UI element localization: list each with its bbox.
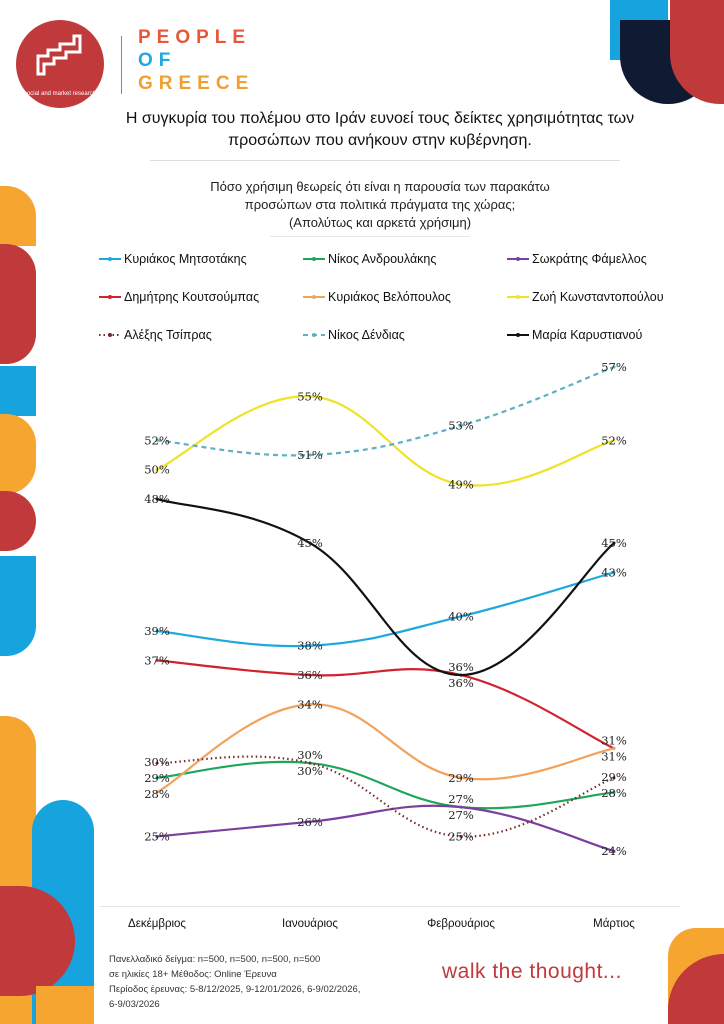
series-line xyxy=(157,367,614,455)
data-label: 51% xyxy=(297,448,323,463)
data-label: 53% xyxy=(448,418,474,433)
slogan: walk the thought... xyxy=(442,960,622,983)
page-title: Η συγκυρία του πολέμου στο Ιράν ευνοεί τους δείκτες χρησιμότητας των προσώπων που ανήκουν στην κυβέρνηση. xyxy=(125,110,635,149)
series-line xyxy=(157,806,614,851)
data-label: 37% xyxy=(144,653,170,668)
x-tick-label: Δεκέμβριος xyxy=(128,918,186,930)
data-label: 43% xyxy=(601,565,627,580)
data-label: 29% xyxy=(144,770,170,785)
data-label: 25% xyxy=(144,829,170,844)
question-line: προσώπων στα πολιτικά πράγματα της χώρας; xyxy=(244,197,516,212)
data-label: 49% xyxy=(448,477,474,492)
data-label: 30% xyxy=(144,754,170,769)
data-label: 30% xyxy=(297,764,323,779)
series-line xyxy=(157,396,614,485)
legend-label: Μαρία Καρυστιανού xyxy=(532,328,643,342)
data-label: 39% xyxy=(144,624,170,639)
data-label: 40% xyxy=(448,609,474,624)
data-label: 52% xyxy=(601,433,627,448)
footnote-line: 6-9/03/2026 xyxy=(109,999,160,1010)
data-label: 29% xyxy=(448,770,474,785)
data-label: 45% xyxy=(297,536,323,551)
data-label: 55% xyxy=(297,389,323,404)
data-label: 50% xyxy=(144,462,170,477)
data-label: 24% xyxy=(601,844,627,859)
legend-label: Ζωή Κωνσταντοπούλου xyxy=(532,290,664,304)
data-label: 31% xyxy=(601,733,627,748)
data-label: 48% xyxy=(144,492,170,507)
data-label: 57% xyxy=(601,360,627,374)
legend-label: Κυριάκος Βελόπουλος xyxy=(328,290,451,304)
series-line xyxy=(157,660,614,748)
brand-line: GREECE xyxy=(138,73,255,94)
data-label: 36% xyxy=(297,668,323,683)
footnote-line: Περίοδος έρευνας: 5-8/12/2025, 9-12/01/2026, 6-9/02/2026, xyxy=(109,984,361,995)
question-line: (Απολύτως και αρκετά χρήσιμη) xyxy=(288,215,472,230)
footnote-line: Πανελλαδικό δείγμα: n=500, n=500, n=500, n=500 xyxy=(109,954,321,965)
legend-label: Νίκος Δένδιας xyxy=(328,328,405,342)
footnote-line: σε ηλικίες 18+ Μέθοδος: Online Έρευνα xyxy=(109,969,277,980)
legend-label: Νίκος Ανδρουλάκης xyxy=(328,252,437,266)
legend-label: Δημήτρης Κουτσούμπας xyxy=(124,290,260,304)
legend-label: Κυριάκος Μητσοτάκης xyxy=(124,252,247,266)
question-line: Πόσο χρήσιμη θεωρείς ότι είναι η παρουσία των παρακάτω xyxy=(210,179,550,194)
series-line xyxy=(157,704,614,792)
data-label: 26% xyxy=(297,814,323,829)
logo-text: social and market research xyxy=(23,91,97,97)
series-line xyxy=(157,572,614,646)
data-label: 45% xyxy=(601,536,627,551)
data-label: 36% xyxy=(448,660,474,675)
brand-line: PEOPLE xyxy=(138,27,252,48)
data-label: 34% xyxy=(297,697,323,712)
data-label: 29% xyxy=(601,770,627,785)
data-label: 27% xyxy=(448,792,474,807)
legend-label: Αλέξης Τσίπρας xyxy=(124,328,212,342)
data-label: 36% xyxy=(448,676,474,691)
data-label: 31% xyxy=(601,749,627,764)
x-tick-label: Φεβρουάριος xyxy=(427,918,495,930)
data-label: 28% xyxy=(144,786,170,801)
footnote xyxy=(109,952,360,1012)
data-label: 38% xyxy=(297,638,323,653)
data-label: 27% xyxy=(448,808,474,823)
series-line xyxy=(157,499,614,675)
data-label: 52% xyxy=(144,433,170,448)
x-tick-label: Μάρτιος xyxy=(593,918,635,930)
data-label: 28% xyxy=(601,786,627,801)
legend-label: Σωκράτης Φάμελλος xyxy=(532,252,647,266)
data-label: 30% xyxy=(297,748,323,763)
x-axis-line xyxy=(100,906,680,907)
data-label: 25% xyxy=(448,829,474,844)
brand-line: OF xyxy=(138,50,177,71)
x-tick-label: Ιανουάριος xyxy=(282,918,338,930)
